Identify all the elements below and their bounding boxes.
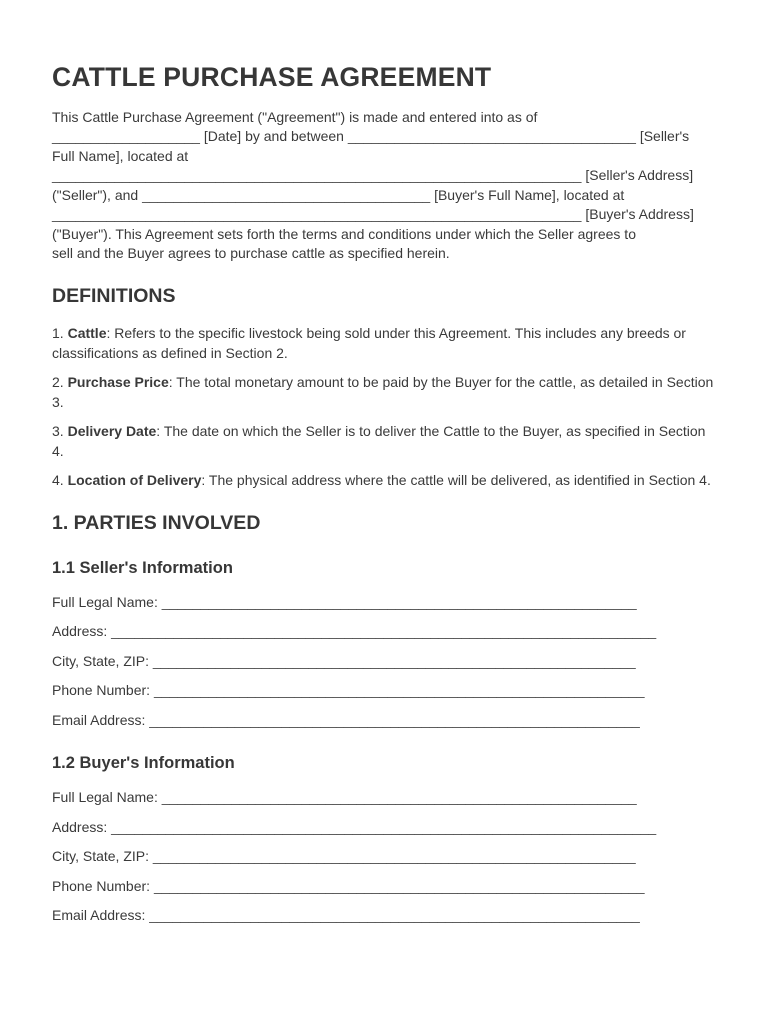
seller-address-field <box>52 622 718 642</box>
field-label: Phone Number: <box>52 877 151 894</box>
buyer-full-legal-name-blank[interactable]: _____________________________________________________________ <box>161 789 637 806</box>
field-label: Address: <box>52 623 108 640</box>
definition-item-location-of-delivery <box>52 471 718 491</box>
seller-city-state-zip-field <box>52 652 718 672</box>
field-label: Address: <box>52 818 108 835</box>
intro-text: [Seller's Address] <box>585 167 694 184</box>
seller-information-heading: 1.1 Seller's Information <box>52 559 233 578</box>
definition-text: : The date on which the Seller is to deliver the Cattle to the Buyer, as specified in Section 4. <box>52 423 706 459</box>
seller-city-state-zip-blank[interactable]: ______________________________________________________________ <box>152 652 636 669</box>
definition-number: 2. <box>52 374 68 391</box>
intro-text: sell and the Buyer agrees to purchase cattle as specified herein. <box>52 245 450 262</box>
field-label: Phone Number: <box>52 682 151 699</box>
document-title: CATTLE PURCHASE AGREEMENT <box>52 62 492 92</box>
field-label: Full Legal Name: <box>52 789 158 806</box>
definition-item-purchase-price <box>52 373 718 412</box>
date-blank[interactable]: ___________________ <box>52 128 200 145</box>
buyer-city-state-zip-blank[interactable]: ______________________________________________________________ <box>152 848 636 865</box>
intro-text: This Cattle Purchase Agreement ("Agreement") is made and entered into as of <box>52 108 538 125</box>
intro-paragraph <box>52 108 718 264</box>
definition-term: Cattle <box>67 325 107 342</box>
definition-term: Delivery Date <box>67 423 157 440</box>
field-label: City, State, ZIP: <box>52 848 149 865</box>
seller-full-legal-name-blank[interactable]: _____________________________________________________________ <box>161 593 637 610</box>
buyer-city-state-zip-field <box>52 847 718 867</box>
intro-text: Full Name], located at <box>52 147 189 164</box>
seller-address-line-blank[interactable]: ______________________________________________________________________ <box>111 623 657 640</box>
definition-text: : The physical address where the cattle will be delivered, as identified in Section 4. <box>201 472 711 489</box>
field-label: Full Legal Name: <box>52 593 158 610</box>
definition-number: 1. <box>52 325 68 342</box>
buyer-address-blank[interactable]: ____________________________________________________________________ <box>52 206 582 223</box>
intro-text: [Date] by and between <box>203 128 344 145</box>
document-content <box>52 62 718 926</box>
definition-item-delivery-date <box>52 422 718 461</box>
intro-line-2 <box>52 127 718 147</box>
intro-line-3 <box>52 147 718 167</box>
buyer-full-name-blank[interactable]: _____________________________________ <box>142 186 431 203</box>
seller-phone-number-field <box>52 681 718 701</box>
definition-text: : The total monetary amount to be paid by the Buyer for the cattle, as detailed in Section 3. <box>52 374 714 410</box>
buyer-address-line-blank[interactable]: ______________________________________________________________________ <box>111 818 657 835</box>
intro-text: ("Seller"), and <box>52 186 139 203</box>
seller-full-legal-name-field <box>52 593 718 613</box>
buyer-email-address-field <box>52 906 718 926</box>
field-label: Email Address: <box>52 711 146 728</box>
intro-text: [Buyer's Address] <box>585 206 694 223</box>
definition-text: : Refers to the specific livestock being sold under this Agreement. This includes any breeds or classifications as defined in Section 2. <box>52 325 686 361</box>
buyer-address-field <box>52 818 718 838</box>
intro-line-5 <box>52 186 718 206</box>
definition-number: 3. <box>52 423 68 440</box>
intro-text: ("Buyer"). This Agreement sets forth the terms and conditions under which the Seller agrees to <box>52 225 636 242</box>
field-label: City, State, ZIP: <box>52 652 149 669</box>
buyer-full-legal-name-field <box>52 788 718 808</box>
definitions-heading: DEFINITIONS <box>52 284 176 307</box>
field-label: Email Address: <box>52 907 146 924</box>
intro-line-1 <box>52 108 718 128</box>
intro-line-7 <box>52 225 718 245</box>
buyer-information-heading: 1.2 Buyer's Information <box>52 754 235 773</box>
parties-involved-heading: 1. PARTIES INVOLVED <box>52 511 261 534</box>
seller-email-address-field <box>52 711 718 731</box>
definition-item-cattle <box>52 324 718 363</box>
seller-address-blank[interactable]: ____________________________________________________________________ <box>52 167 582 184</box>
buyer-email-address-blank[interactable]: _______________________________________________________________ <box>149 907 640 924</box>
intro-text: [Buyer's Full Name], located at <box>434 186 625 203</box>
definition-term: Purchase Price <box>67 374 169 391</box>
buyer-phone-number-field <box>52 877 718 897</box>
definition-term: Location of Delivery <box>67 472 202 489</box>
intro-line-8 <box>52 244 718 264</box>
intro-line-4 <box>52 166 718 186</box>
definition-number: 4. <box>52 472 68 489</box>
seller-phone-number-blank[interactable]: _______________________________________________________________ <box>153 682 645 699</box>
seller-email-address-blank[interactable]: _______________________________________________________________ <box>149 711 640 728</box>
buyer-phone-number-blank[interactable]: _______________________________________________________________ <box>153 877 645 894</box>
intro-text: [Seller's <box>639 128 690 145</box>
seller-full-name-blank[interactable]: _____________________________________ <box>347 128 636 145</box>
intro-line-6 <box>52 205 718 225</box>
